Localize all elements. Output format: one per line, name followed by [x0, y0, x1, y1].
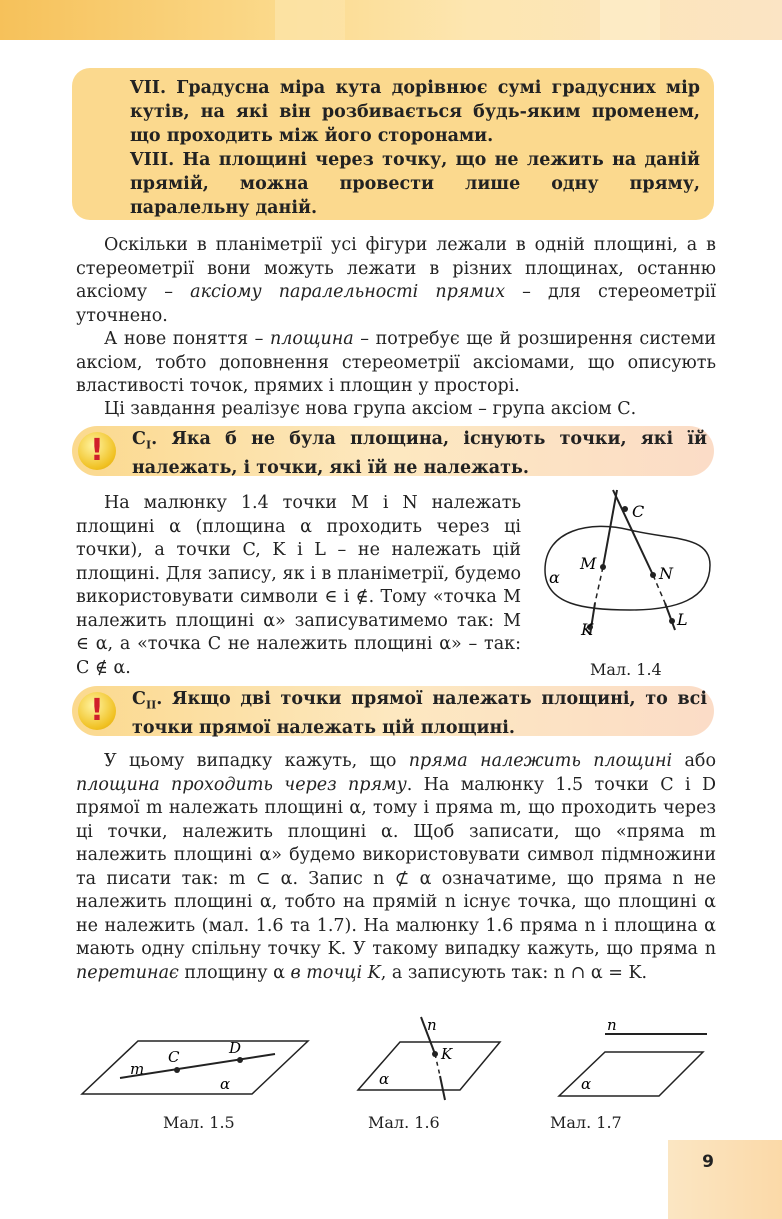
- axiom-vii: VII. Градусна міра кута дорівнює сумі градусних мір кутів, на які він розбивається будь-яким променем, що проходить між його сторонами.: [130, 78, 700, 146]
- paragraph-1: [76, 234, 716, 328]
- p1-term: аксіому паралельності прямих: [190, 282, 506, 302]
- p2-term: площина: [270, 329, 354, 349]
- label-d: D: [229, 1039, 242, 1057]
- line-n-hidden: [435, 1054, 440, 1076]
- paragraph-5: У цьому випадку кажуть, що пряма належить площині або площина проходить через пряму. На малюнку 1.5 точки C і D прямої m належать площині α, тому і пряма m, що проходить через ці точки, належить площині α. Щоб записати, що «пряма m належить площині α» будемо використовувати символ підмножини та писати так: m ⊂ α. Запис n ⊄ α означатиме, що пряма n не належить площині α, тобто на прямій n існує точка, що площині α не належить (мал. 1.6 та 1.7). На малюнку 1.6 пряма n і площина α мають одну спільну точку K. У такому випадку кажуть, що пряма n перетинає площину α в точці K, а записують так: n ∩ α = K.: [76, 751, 716, 983]
- label-n: n: [427, 1016, 437, 1034]
- axiom-c2-text: $C_{II}$. Якщо дві точки прямої належать площині, то всі точки прямої належать цій площині.: [132, 689, 707, 738]
- caption-fig-1-6: Мал. 1.6: [368, 1113, 440, 1132]
- p2-text-a: А нове поняття –: [104, 329, 271, 349]
- label-k: K: [581, 620, 593, 639]
- line-cm: [603, 490, 617, 567]
- axiom-c1-text: $C_I$. Яка б не була площина, існують точки, які їй належать, і точки, які їй не належать.: [132, 429, 707, 478]
- point-l: [669, 618, 675, 624]
- point-k: [432, 1051, 438, 1057]
- label-c: C: [632, 502, 645, 521]
- exclamation-icon: !: [78, 432, 116, 470]
- caption-fig-1-4: Мал. 1.4: [590, 660, 662, 679]
- figure-1-4: [535, 485, 715, 655]
- paragraph-4: На малюнку 1.4 точки M і N належать площині α (площина α проходить через ці точки), а точки C, K і L – не належать цій площині. Для запису, як і в планіметрії, будемо використовувати символи ∈ і ∉. Тому «точка M належить площині α» записуватимемо так: M ∈ α, а «точка C не належить площині α» – так: C ∉ α.: [76, 493, 521, 678]
- p1-text-a: Оскільки в планіметрії усі фігури лежали в одній площині, а в стереометрії вони можуть лежати в різних площинах, останню аксіому –: [76, 235, 716, 302]
- top-decorative-band: [0, 0, 782, 40]
- plane-alpha: [545, 526, 710, 610]
- label-alpha: α: [581, 1075, 592, 1093]
- label-n: N: [659, 564, 673, 583]
- label-alpha: α: [379, 1070, 390, 1088]
- paragraph-3: Ці завдання реалізує нова група аксіом – група аксіом С.: [104, 399, 637, 419]
- point-m: [600, 564, 606, 570]
- line-n-below: [440, 1076, 445, 1100]
- figure-1-7: [555, 1016, 710, 1101]
- exclamation-icon: !: [78, 692, 116, 730]
- figure-1-6: [355, 1014, 505, 1104]
- label-l: L: [677, 610, 688, 629]
- figure-1-5: [80, 1036, 315, 1101]
- caption-fig-1-7: Мал. 1.7: [550, 1113, 622, 1132]
- band-block: [275, 0, 345, 40]
- point-c: [622, 506, 628, 512]
- label-alpha: α: [549, 568, 560, 587]
- label-n: n: [607, 1016, 617, 1034]
- page-number-tab: [668, 1140, 782, 1219]
- p1-text-b: – для стереометрії уточнено.: [76, 282, 716, 326]
- p2-text-b: – потребує ще й розширення системи аксіом, тобто доповнення стереометрії аксіомами, що описують властивості точок, прямих і площин у просторі.: [76, 329, 716, 396]
- caption-fig-1-5: Мал. 1.5: [163, 1113, 235, 1132]
- axiom-c2-box: [72, 686, 714, 736]
- line-l: [665, 603, 675, 630]
- axioms-box: [72, 68, 714, 220]
- label-k: K: [441, 1045, 453, 1063]
- plane-alpha: [82, 1041, 308, 1094]
- label-m: m: [130, 1060, 145, 1078]
- point-d: [237, 1057, 243, 1063]
- page-number: 9: [702, 1152, 714, 1172]
- point-c: [174, 1067, 180, 1073]
- label-m: M: [580, 554, 597, 573]
- label-c: C: [168, 1048, 180, 1066]
- axiom-c1-box: [72, 426, 714, 476]
- point-n: [650, 572, 656, 578]
- label-alpha: α: [220, 1075, 231, 1093]
- axiom-viii: VIII. На площині через точку, що не лежить на даній прямій, можна провести лише одну пряму, паралельну даній.: [130, 150, 700, 218]
- band-block: [600, 0, 660, 40]
- paragraph-2: [76, 328, 716, 399]
